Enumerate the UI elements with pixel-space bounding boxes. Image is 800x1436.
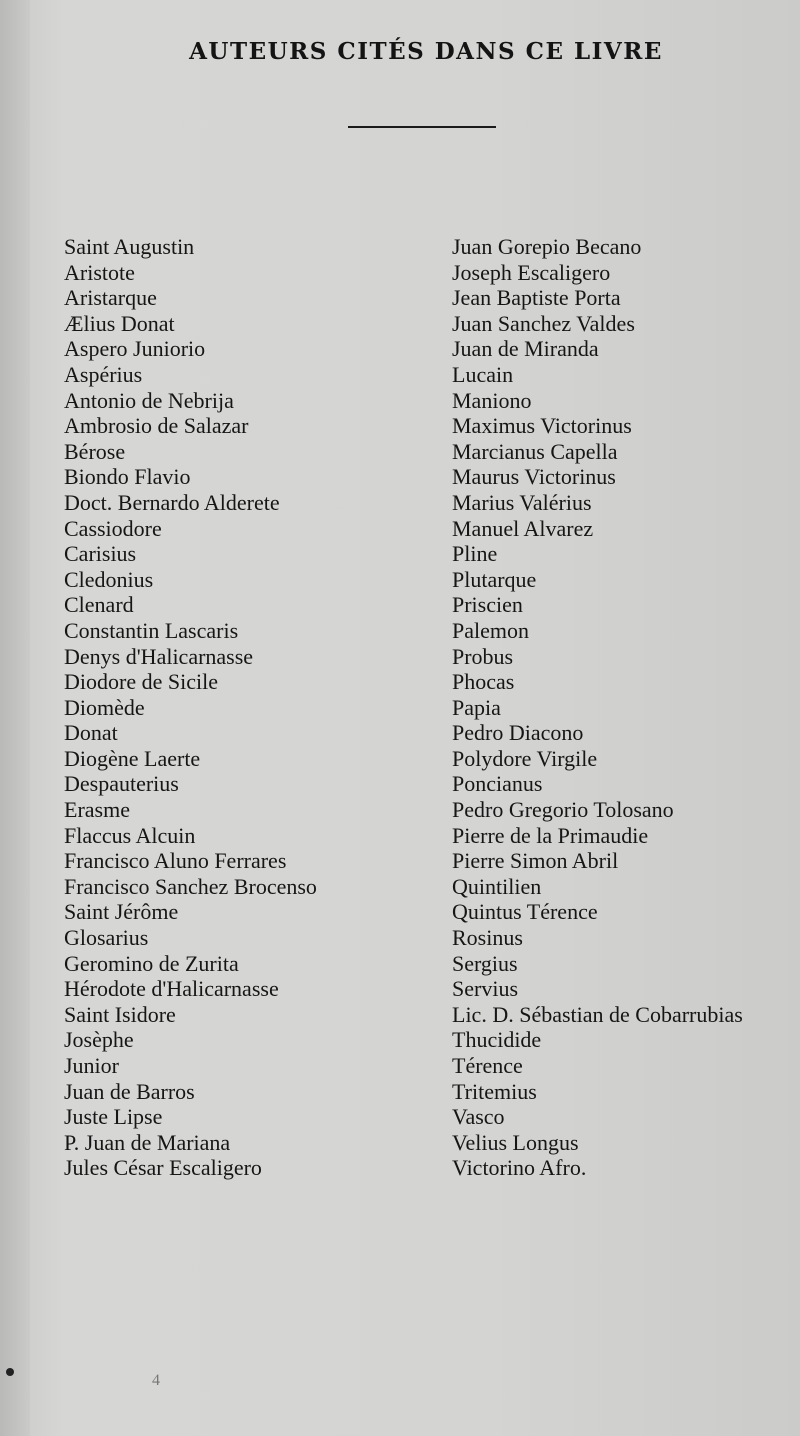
authors-list-left <box>64 234 317 1181</box>
author-entry: Juan de Barros <box>64 1078 195 1104</box>
authors-list-right <box>452 234 743 1181</box>
author-entry: Junior <box>64 1053 119 1078</box>
author-entry: Flaccus Alcuin <box>64 822 196 848</box>
author-entry: Maniono <box>452 387 532 413</box>
author-entry: Maximus Victorinus <box>452 413 632 439</box>
author-entry: Poncianus <box>452 771 543 797</box>
author-entry: Cledonius <box>64 566 154 592</box>
author-entry: P. Juan de Mariana <box>64 1129 231 1155</box>
author-entry: Saint Jérôme <box>64 899 179 925</box>
title-divider <box>348 126 496 128</box>
author-entry: Donat <box>64 720 118 746</box>
author-entry: Hérodote d'Halicarnasse <box>64 976 279 1002</box>
author-entry: Juan de Miranda <box>452 336 599 362</box>
author-entry: Despauterius <box>64 771 179 797</box>
author-entry: Palemon <box>452 617 529 643</box>
author-entry: Quintilien <box>452 873 542 899</box>
author-entry: Diomède <box>64 694 145 720</box>
author-entry: Juste Lipse <box>64 1104 163 1130</box>
author-entry: Pedro Diacono <box>452 720 584 746</box>
author-entry: Servius <box>452 976 518 1002</box>
author-entry: Jean Baptiste Porta <box>452 285 621 311</box>
author-entry: Ambrosio de Salazar <box>64 413 249 439</box>
author-entry: Aspérius <box>64 361 143 387</box>
author-entry: Marius Valérius <box>452 489 592 515</box>
author-entry: Victorino Afro. <box>452 1155 587 1181</box>
author-entry: Maurus Victorinus <box>452 464 616 490</box>
author-entry: Tritemius <box>452 1078 537 1104</box>
author-entry: Lic. D. Sébastian de Cobarrubias <box>452 1001 743 1027</box>
author-entry: Juan Gorepio Becano <box>452 234 642 259</box>
author-entry: Térence <box>452 1053 523 1078</box>
author-entry: Glosarius <box>64 925 149 951</box>
author-entry: Juan Sanchez Valdes <box>452 310 635 336</box>
page-title: AUTEURS CITÉS DANS CE LIVRE <box>189 38 663 65</box>
author-entry: Plutarque <box>452 566 537 592</box>
author-entry: Josèphe <box>64 1027 134 1053</box>
author-entry: Papia <box>452 694 501 720</box>
author-entry: Probus <box>452 643 514 669</box>
author-entry: Jules César Escaligero <box>64 1155 262 1181</box>
author-entry: Constantin Lascaris <box>64 617 239 643</box>
author-entry: Geromino de Zurita <box>64 950 239 976</box>
author-entry: Aristote <box>64 259 135 285</box>
author-entry: Manuel Alvarez <box>452 515 594 541</box>
author-entry: Thucidide <box>452 1027 542 1053</box>
author-entry: Francisco Aluno Ferrares <box>64 848 287 874</box>
author-entry: Bérose <box>64 438 126 464</box>
author-entry: Ælius Donat <box>64 310 175 336</box>
author-entry: Antonio de Nebrija <box>64 387 234 413</box>
author-entry: Cassiodore <box>64 515 162 541</box>
author-entry: Erasme <box>64 797 130 823</box>
author-entry: Denys d'Halicarnasse <box>64 643 254 669</box>
author-entry: Velius Longus <box>452 1129 579 1155</box>
author-entry: Pedro Gregorio Tolosano <box>452 797 674 823</box>
author-entry: Pierre de la Primaudie <box>452 822 649 848</box>
author-entry: Aspero Juniorio <box>64 336 206 362</box>
author-entry: Pierre Simon Abril <box>452 848 619 874</box>
author-entry: Francisco Sanchez Brocenso <box>64 873 317 899</box>
author-entry: Aristarque <box>64 285 157 311</box>
page-gutter-shadow <box>0 0 30 1436</box>
author-entry: Phocas <box>452 669 515 695</box>
author-entry: Doct. Bernardo Alderete <box>64 489 280 515</box>
author-entry: Carisius <box>64 541 137 567</box>
author-entry: Rosinus <box>452 925 523 951</box>
author-entry: Vasco <box>452 1104 505 1130</box>
author-entry: Pline <box>452 541 498 567</box>
author-entry: Marcianus Capella <box>452 438 618 464</box>
author-entry: Lucain <box>452 361 514 387</box>
author-entry: Saint Isidore <box>64 1001 176 1027</box>
author-entry: Diodore de Sicile <box>64 669 218 695</box>
page-number: 4 <box>152 1372 160 1389</box>
ink-speck <box>6 1368 14 1376</box>
author-entry: Clenard <box>64 592 134 618</box>
author-entry: Biondo Flavio <box>64 464 191 490</box>
author-entry: Diogène Laerte <box>64 745 201 771</box>
author-entry: Saint Augustin <box>64 234 195 259</box>
author-entry: Sergius <box>452 950 518 976</box>
author-entry: Quintus Térence <box>452 899 598 925</box>
author-entry: Priscien <box>452 592 523 618</box>
author-entry: Joseph Escaligero <box>452 259 611 285</box>
author-entry: Polydore Virgile <box>452 745 598 771</box>
